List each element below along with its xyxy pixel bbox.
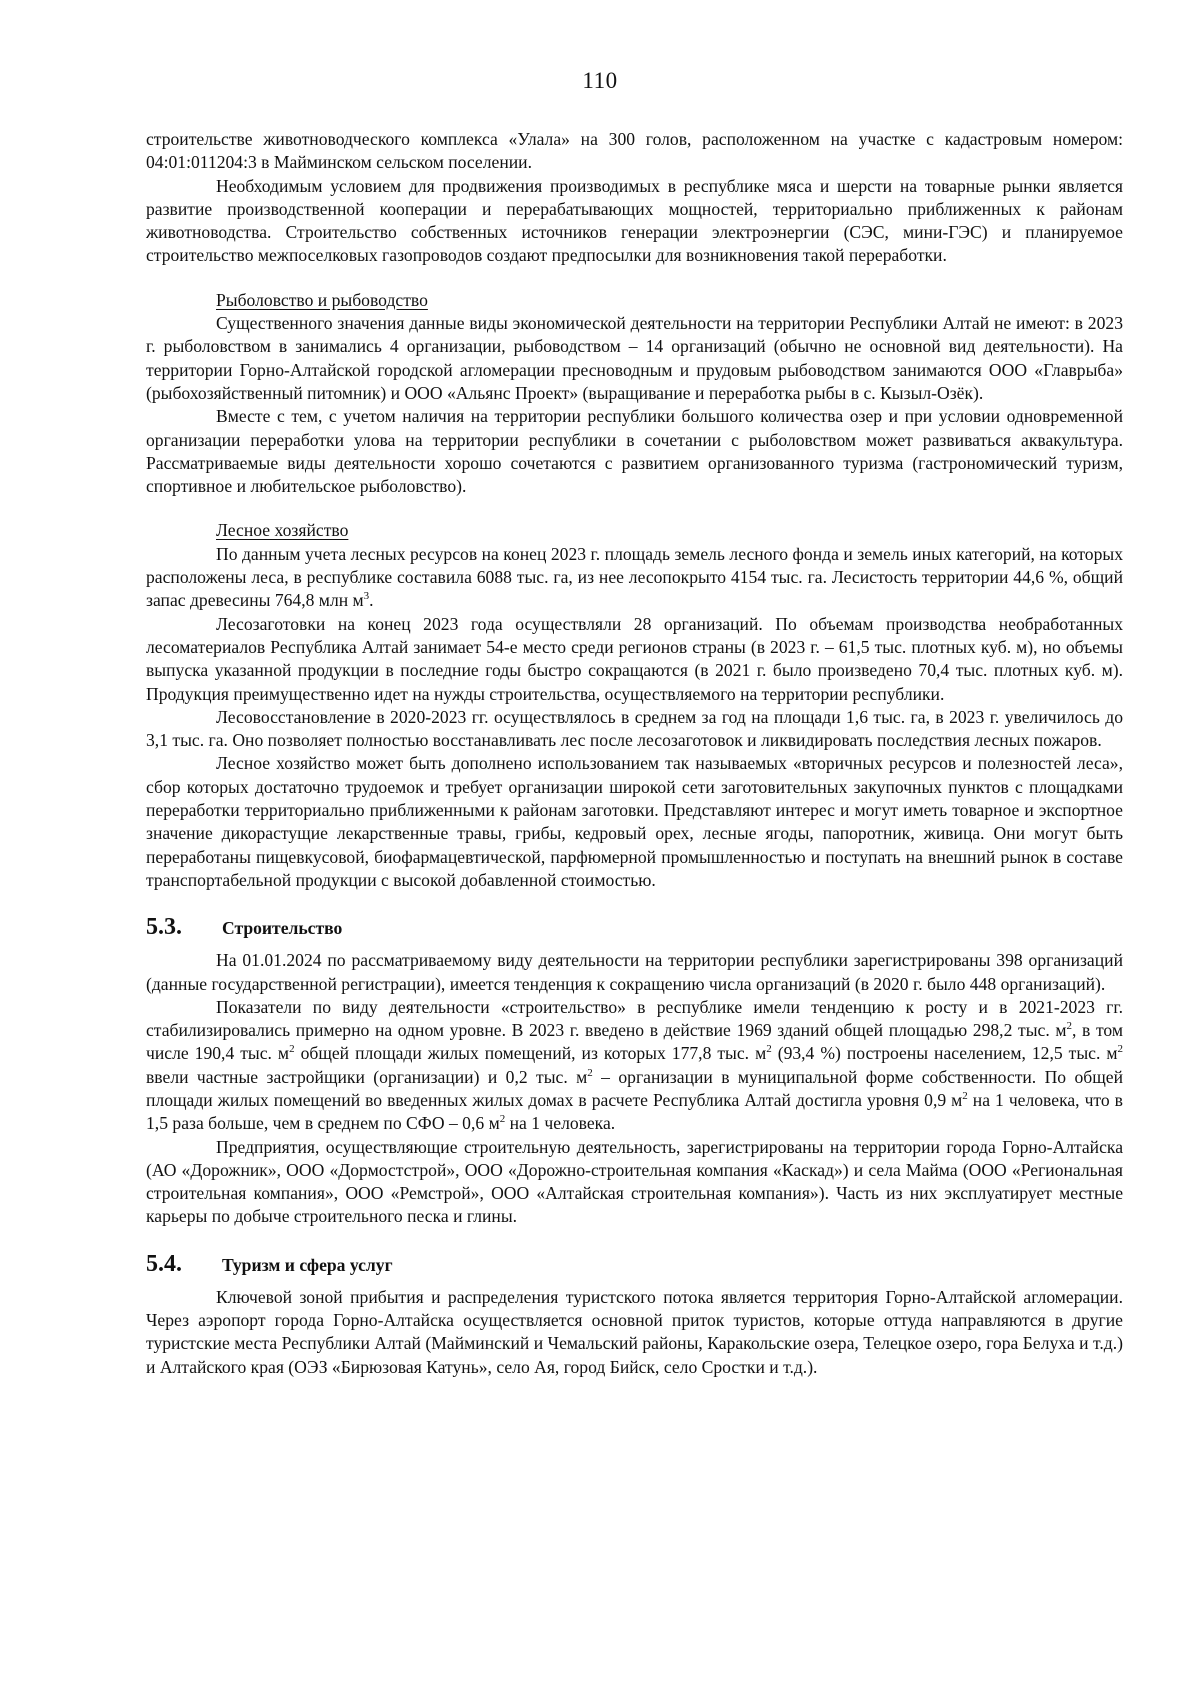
paragraph-livestock-complex: строительстве животноводческого комплекса «Улала» на 300 голов, расположенном на участке с кадастровым номером: 04:01:011204:3 в Майминском сельском поселении. xyxy=(146,129,1123,173)
paragraph-secondary-resources: Лесное хозяйство может быть дополнено использованием так называемых «вторичных ресурсов и полезностей леса», сбор которых достаточно трудоемок и требует организации широкой сети заготовительных закупочных пунктов с площадками переработки территориально приближенными к районам заготовки. Представляют интерес и могут иметь товарное и экспортное значение дикорастущие лекарственные травы, грибы, кедровый орех, лесные ягоды, папоротник, живица. Они могут быть переработаны пищевкусовой, биофармацевтической, парфюмерной промышленностью и поступать на внешний рынок в составе транспортабельной продукции с высокой добавленной стоимостью. xyxy=(146,753,1123,890)
subheading-forestry: Лесное хозяйство xyxy=(216,520,349,541)
subheading-fishing: Рыболовство и рыбоводство xyxy=(216,289,428,310)
paragraph-reforestation: Лесовосстановление в 2020-2023 гг. осуществлялось в среднем за год на площади 1,6 тыс. га, в 2023 г. увеличилось до 3,1 тыс. га. Оно позволяет полностью восстанавливать лес после лесозаготовок и ликвидировать последствия лесных пожаров. xyxy=(146,706,1123,751)
paragraph-meat-wool: Необходимым условием для продвижения производимых в республике мяса и шерсти на товарные рынки является развитие производственной кооперации и перерабатывающих мощностей, территориально приближенных к районам животноводства. Строительство собственных источников генерации электроэнергии (СЭС, мини-ГЭС) и планируемое строительство межпоселковых газопроводов создают предпосылки для возникновения такой переработки. xyxy=(146,175,1123,266)
paragraph-tourism: Ключевой зоной прибытия и распределения туристского потока является территория Горно-Алтайской агломерации. Через аэропорт города Горно-Алтайска осуществляется основной приток туристов, которые оттуда направляются в другие туристские места Республики Алтай (Майминский и Чемальский районы, Каракольские озера, Телецкое озеро, гора Белуха и т.д.) и Алтайского края (ОЭЗ «Бирюзовая Катунь», село Ая, город Бийск, село Сростки и т.д.). xyxy=(146,1286,1123,1377)
paragraph-construction-indicators: Показатели по виду деятельности «строительство» в республике имели тенденцию к росту и в 2021-2023 гг. стабилизировались примерно на одном уровне. В 2023 г. введено в действие 1969 зданий общей площадью 298,2 тыс. $м^2$, в том числе 190,4 тыс. $м^2$ общей площади жилых помещений, из которых 177,8 тыс. $м^2$ (93,4 %) построены населением, 12,5 тыс. $м^2$ ввели частные застройщики (организации) и 0,2 тыс. $м^2$ – организации в муниципальной форме собственности. По общей площади жилых помещений во введенных жилых домах в расчете Республика Алтай достигла уровня 0,9 $м^2$ на 1 человека, что в 1,5 раза больше, чем в среднем по СФО – 0,6 $м^2$ на 1 человека. xyxy=(146,996,1123,1134)
paragraph-aquaculture: Вместе с тем, с учетом наличия на территории республики большого количества озер и при условии одновременной организации переработки улова на территории республики в сочетании с рыболовством может развиваться аквакультура. Рассматриваемые виды деятельности хорошо сочетаются с развитием организованного туризма (гастрономический туризм, спортивное и любительское рыболовство). xyxy=(146,406,1123,497)
paragraph-construction-companies: Предприятия, осуществляющие строительную деятельность, зарегистрированы на территории города Горно-Алтайска (АО «Дорожник», ООО «Дормостстрой», ООО «Дорожно-строительная компания «Каскад») и села Майма (ООО «Региональная строительная компания», ООО «Ремстрой», ООО «Алтайская строительная компания»). Часть из них эксплуатирует местные карьеры по добыче строительного песка и глины. xyxy=(146,1136,1123,1227)
paragraph-fishing: Существенного значения данные виды экономической деятельности на территории Республики Алтай не имеют: в 2023 г. рыболовством в занимались 4 организации, рыбоводством – 14 организаций (обычно не основной вид деятельности). На территории Горно-Алтайской городской агломерации пресноводным и прудовым рыбоводством занимаются ООО «Главрыба» (рыбохозяйственный питомник) и ООО «Альянс Проект» (выращивание и переработка рыбы в с. Кызыл-Озёк). xyxy=(146,313,1123,403)
section-title: Строительство xyxy=(222,918,343,939)
paragraph-forest-resources: По данным учета лесных ресурсов на конец 2023 г. площадь земель лесного фонда и земель иных категорий, на которых расположены леса, в республике составила 6088 тыс. га, из нее лесопокрыто 4154 тыс. га. Лесистость территории 44,6 %, общий запас древесины 764,8 млн $м^3$. xyxy=(146,543,1123,611)
section-title: Туризм и сфера услуг xyxy=(222,1254,393,1275)
section-number: 5.3. xyxy=(146,914,182,941)
paragraph-logging: Лесозаготовки на конец 2023 года осуществляли 28 организаций. По объемам производства необработанных лесоматериалов Республика Алтай занимает 54-е место среди регионов страны (в 2023 г. – 61,5 тыс. плотных куб. м), но объемы выпуска указанной продукции в последние годы быстро сокращаются (в 2021 г. было произведено 70,4 тыс. плотных куб. м). Продукция преимущественно идет на нужды строительства, осуществляемого на территории республики. xyxy=(146,613,1123,704)
section-heading-tourism xyxy=(146,1251,1123,1278)
page-number: 110 xyxy=(582,68,618,93)
page-body xyxy=(146,128,1123,1379)
section-number: 5.4. xyxy=(146,1250,182,1277)
paragraph-construction-orgs: На 01.01.2024 по рассматриваемому виду деятельности на территории республики зарегистрированы 398 организаций (данные государственной регистрации), имеется тенденция к сокращению числа организаций (в 2020 г. было 448 организаций). xyxy=(146,950,1123,994)
section-heading-construction xyxy=(146,914,1123,941)
